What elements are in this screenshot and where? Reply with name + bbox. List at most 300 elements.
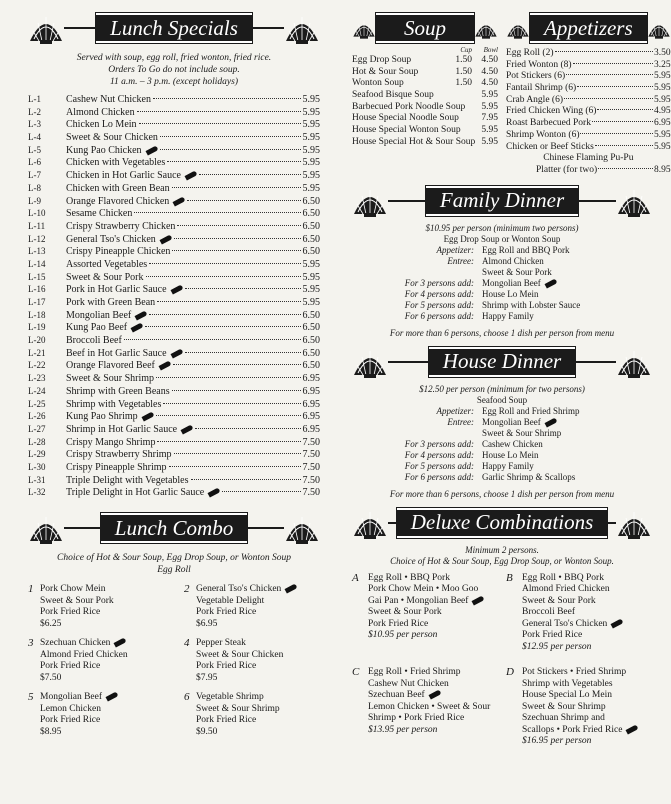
combo-line: Pork Fried Rice	[40, 715, 101, 725]
shell-ornament-icon	[352, 506, 388, 540]
appetizers-banner	[506, 10, 671, 46]
item-name: Crispy Strawberry Shrimp	[66, 449, 172, 461]
combo-line: Lemon Chicken	[40, 703, 101, 714]
dinner-value: Almond Chicken	[482, 255, 544, 266]
item-price: 5.95	[302, 94, 320, 105]
combo-number: 5	[28, 691, 34, 703]
appetizer-name: Pot Stickers (6)	[506, 71, 566, 82]
hot-pepper-icon	[181, 424, 194, 434]
hot-pepper-icon	[472, 595, 485, 605]
deluxe-lines	[522, 667, 638, 748]
item-number: L-18	[28, 309, 46, 320]
item-number: L-31	[28, 474, 46, 485]
soup-item	[352, 137, 498, 149]
appetizer-item	[506, 48, 671, 60]
flaming-platter-line2: Platter (for two) 8.95	[536, 164, 671, 175]
hot-pepper-icon	[184, 171, 197, 181]
appetizer-item	[506, 106, 671, 118]
item-number: L-3	[28, 119, 41, 130]
menu-item	[28, 449, 320, 462]
combo-line: Sweet & Sour Shrimp	[196, 703, 280, 714]
appetizer-price: 3.25	[654, 59, 671, 70]
deluxe-banner	[352, 505, 652, 541]
item-name: Pork in Hot Garlic Sauce	[66, 284, 167, 296]
dinner-row	[352, 417, 652, 428]
menu-item	[28, 107, 320, 120]
deluxe-price: $13.95 per person	[368, 724, 438, 735]
combo-line: Vegetable Delight	[196, 595, 265, 606]
shell-ornament-icon	[616, 506, 652, 540]
deluxe-price: $16.95 per person	[522, 736, 592, 747]
appetizers-list	[506, 48, 671, 153]
deluxe-line: Egg Roll • BBQ Pork	[368, 572, 450, 583]
deluxe-line: Shrimp with Vegetables	[522, 678, 613, 689]
appetizer-name: Chicken or Beef Sticks	[506, 141, 594, 152]
combo-price: $7.50	[40, 672, 62, 683]
lunch-combo-intro: Choice of Hot & Sour Soup, Egg Drop Soup, or Wonton Soup Egg Roll	[57, 553, 291, 575]
item-number: L-32	[28, 487, 46, 498]
deluxe-line: Szechuan Beef	[368, 690, 490, 702]
family-dinner-note: For more than 6 persons, choose 1 dish per person from menu	[389, 327, 615, 338]
combo-lines	[40, 584, 164, 630]
hot-pepper-icon	[544, 278, 557, 288]
item-name: Orange Flavored Beef	[66, 360, 155, 372]
combo-price: $6.25	[40, 618, 62, 629]
menu-item	[28, 157, 320, 170]
item-price: 5.95	[302, 170, 320, 182]
deluxe-letter: D	[506, 666, 514, 679]
dinner-row	[352, 256, 652, 267]
family-dinner-title: Family Dinner	[426, 186, 578, 216]
item-number: L-30	[28, 461, 46, 472]
item-number: L-25	[28, 398, 46, 409]
deluxe-line: Pork Fried Rice	[522, 630, 583, 641]
item-price: 5.95	[302, 144, 320, 156]
item-name: Crispy Strawberry Chicken	[66, 220, 176, 232]
item-name: Kung Pao Beef	[66, 322, 128, 334]
item-number: L-13	[28, 246, 46, 257]
item-name: Kung Pao Shrimp	[66, 411, 138, 423]
appetizer-price: 6.95	[654, 118, 671, 129]
item-name: Pork with Green Bean	[66, 297, 156, 308]
menu-item	[28, 196, 320, 209]
appetizer-name: Fried Chicken Wing (6)	[506, 106, 597, 117]
dinner-value: Sweet & Sour Shrimp	[482, 427, 562, 438]
appetizer-item	[506, 142, 671, 154]
item-name: Chicken with Green Bean	[66, 182, 170, 194]
combo-line: Szechuan Chicken	[40, 638, 164, 650]
item-number: L-11	[28, 220, 46, 231]
combo-number: 6	[184, 691, 190, 703]
dinner-value: Sweet & Sour Pork	[482, 266, 552, 277]
menu-item	[28, 373, 320, 386]
deluxe-line: Sweet & Sour Pork	[522, 595, 596, 606]
shell-ornament-icon	[284, 11, 320, 45]
soup-section	[352, 10, 498, 177]
soup-bowl-price: 5.95	[481, 125, 498, 136]
deluxe-intro2: Choice of Hot & Sour Soup, Egg Drop Soup, or Wonton Soup.	[390, 555, 614, 566]
item-price: 7.50	[302, 474, 320, 486]
menu-item	[28, 399, 320, 412]
item-name: Chicken Lo Mein	[66, 119, 137, 131]
soup-item	[352, 113, 498, 125]
item-price: 6.50	[302, 347, 320, 359]
menu-item	[28, 208, 320, 221]
lunch-specials-banner	[28, 10, 320, 46]
combo-price: $8.95	[40, 726, 62, 737]
dinner-row	[352, 245, 652, 256]
soup-item	[352, 125, 498, 137]
item-price: 5.95	[302, 284, 320, 296]
soup-cup-price: 1.50	[455, 66, 472, 77]
item-number: L-23	[28, 373, 46, 384]
menu-item	[28, 348, 320, 361]
appetizer-name: Fried Wonton (8)	[506, 59, 572, 70]
menu-item	[28, 145, 320, 158]
dinner-label: For 3 persons add:	[404, 438, 474, 449]
item-name: Assorted Vegetables	[66, 258, 148, 270]
house-dinner-banner	[352, 344, 652, 380]
menu-item	[28, 284, 320, 297]
item-name: Triple Delight in Hot Garlic Sauce	[66, 487, 205, 499]
combo-line: Pork Fried Rice	[40, 607, 101, 617]
soup-name: Barbecued Pork Noodle Soup	[352, 101, 466, 112]
item-price: 6.50	[302, 360, 320, 372]
hot-pepper-icon	[170, 348, 183, 358]
item-number: L-4	[28, 132, 41, 143]
deluxe-item	[352, 573, 498, 654]
item-number: L-15	[28, 271, 46, 282]
combo-price: $6.95	[196, 618, 218, 629]
hot-pepper-icon	[114, 638, 127, 648]
appetizer-name: Crab Angle (6)	[506, 94, 563, 105]
dinner-row	[352, 428, 652, 439]
item-name: Chicken in Hot Garlic Sauce	[66, 170, 181, 182]
combo-number: 3	[28, 637, 34, 649]
item-price: 6.50	[302, 208, 320, 220]
hot-pepper-icon	[428, 690, 441, 700]
item-price: 5.95	[302, 119, 320, 131]
item-name: Sweet & Sour Chicken	[66, 132, 158, 144]
soup-name: Wonton Soup	[352, 78, 404, 89]
deluxe-line: General Tso's Chicken	[522, 619, 623, 631]
soup-bowl-price: 5.95	[481, 101, 498, 112]
deluxe-item	[352, 667, 498, 748]
deluxe-line: Broccoli Beef	[522, 607, 576, 618]
dinner-label	[352, 428, 482, 439]
item-price: 5.95	[302, 271, 320, 283]
combo-line: Sweet & Sour Chicken	[196, 649, 284, 660]
shell-ornament-icon	[28, 511, 64, 545]
item-name: Shrimp in Hot Garlic Sauce	[66, 423, 178, 435]
appetizer-item	[506, 71, 671, 83]
soup-item	[352, 102, 498, 114]
deluxe-lines	[368, 573, 484, 654]
lunch-specials-intro: Served with soup, egg roll, fried wonton, fried rice. Orders To Go do not include soup. 11 a.m. – 3 p.m. (except holidays)	[76, 53, 272, 87]
hot-pepper-icon	[173, 196, 186, 206]
shell-ornament-icon	[647, 11, 671, 45]
menu-item	[28, 272, 320, 285]
dinner-value: Mongolian Beef	[482, 417, 652, 428]
soup-bowl-price: 7.95	[481, 113, 498, 124]
menu-item	[28, 424, 320, 437]
combo-number: 1	[28, 583, 34, 595]
item-number: L-28	[28, 436, 46, 447]
deluxe-letter: C	[352, 666, 360, 679]
menu-item	[28, 322, 320, 335]
deluxe-grid	[352, 573, 652, 748]
soup-item	[352, 78, 498, 90]
dinner-value: Happy Family	[482, 460, 534, 471]
combo-lines	[196, 584, 320, 630]
combo-line: Pork Fried Rice	[40, 661, 101, 671]
deluxe-lines	[522, 573, 623, 654]
lunch-specials-title: Lunch Specials	[96, 13, 252, 43]
shell-ornament-icon	[284, 511, 320, 545]
appetizer-item	[506, 118, 671, 130]
appetizer-price: 5.95	[654, 83, 671, 94]
item-price: 5.95	[302, 132, 320, 144]
appetizer-item	[506, 83, 671, 95]
item-price: 7.50	[302, 487, 320, 499]
house-dinner-title: House Dinner	[429, 347, 575, 377]
soup-bowl-price: 4.50	[481, 55, 498, 65]
item-number: L-26	[28, 411, 46, 422]
item-name: Cashew Nut Chicken	[66, 94, 151, 105]
menu-item	[28, 487, 320, 500]
deluxe-line: Pork Chow Mein • Moo Goo	[368, 584, 479, 595]
item-price: 6.50	[302, 220, 320, 232]
shell-ornament-icon	[616, 345, 652, 379]
lunch-specials-list	[28, 94, 320, 500]
dinner-row	[352, 278, 652, 289]
deluxe-line: Pork Fried Rice	[368, 618, 429, 629]
dinner-label: For 6 persons add:	[404, 310, 474, 321]
combo-item	[28, 584, 164, 630]
combo-line: Mongolian Beef	[40, 692, 164, 704]
menu-item	[28, 234, 320, 247]
combo-line: Pork Fried Rice	[196, 661, 257, 671]
item-name: Kung Pao Chicken	[66, 144, 142, 156]
item-number: L-6	[28, 157, 41, 168]
item-number: L-5	[28, 144, 41, 155]
item-price: 7.50	[302, 461, 320, 473]
item-name: Chicken with Vegetables	[66, 157, 166, 169]
combo-line: Almond Fried Chicken	[40, 649, 128, 660]
item-price: 7.50	[302, 436, 320, 448]
hot-pepper-icon	[544, 417, 557, 427]
combo-item	[28, 692, 164, 738]
hot-pepper-icon	[626, 724, 639, 734]
flaming-platter-line1: Chinese Flaming Pu-Pu	[543, 153, 634, 164]
item-name: Sweet & Sour Shrimp	[66, 373, 155, 385]
item-price: 6.95	[302, 398, 320, 410]
deluxe-line: Egg Roll • Fried Shrimp	[368, 667, 461, 678]
soup-bowl-price: 5.95	[481, 136, 498, 147]
item-price: 5.95	[302, 182, 320, 194]
family-dinner-price: $10.95 per person (minimum two persons)	[425, 222, 579, 233]
item-name: Broccoli Beef	[66, 335, 122, 347]
deluxe-line: Szechuan Shrimp and	[522, 713, 605, 724]
deluxe-item	[506, 667, 652, 748]
menu-item	[28, 221, 320, 234]
item-price: 6.95	[302, 423, 320, 435]
deluxe-line: House Special Lo Mein	[522, 690, 612, 701]
item-number: L-16	[28, 284, 46, 295]
item-price: 5.95	[302, 157, 320, 169]
shell-ornament-icon	[474, 11, 498, 45]
shell-ornament-icon	[352, 184, 388, 218]
appetizer-item	[506, 95, 671, 107]
soup-name: Egg Drop Soup	[352, 55, 412, 65]
item-price: 5.95	[302, 258, 320, 270]
deluxe-intro1: Minimum 2 persons.	[465, 544, 539, 555]
deluxe-line: Lemon Chicken • Sweet & Sour	[368, 701, 491, 712]
soup-name: Hot & Sour Soup	[352, 66, 419, 77]
hot-pepper-icon	[159, 234, 172, 244]
deluxe-line: Almond Fried Chicken	[522, 584, 610, 595]
combo-line: Pork Fried Rice	[196, 715, 257, 725]
soup-bowl-price: 4.50	[481, 66, 498, 77]
house-dinner-price: $12.50 per person (minimum for two persons)	[419, 383, 585, 394]
deluxe-line: Gai Pan • Mongolian Beef	[368, 596, 484, 608]
deluxe-line: Shrimp • Pork Fried Rice	[368, 713, 465, 724]
dinner-label: For 5 persons add:	[404, 299, 474, 310]
deluxe-line: Egg Roll • BBQ Pork	[522, 572, 604, 583]
appetizer-price: 5.95	[654, 71, 671, 82]
appetizer-name: Shrimp Wonton (6)	[506, 129, 580, 140]
item-price: 5.95	[302, 106, 320, 118]
dinner-label: For 5 persons add:	[404, 460, 474, 471]
combo-item	[28, 638, 164, 684]
combo-number: 2	[184, 583, 190, 595]
dinner-label: Appetizer:	[436, 244, 474, 255]
item-price: 6.50	[302, 322, 320, 334]
item-name: Sweet & Sour Pork	[66, 271, 144, 283]
item-name: Crispy Mango Shrimp	[66, 436, 156, 448]
appetizer-price: 5.95	[654, 94, 671, 105]
lunch-combo-banner	[28, 510, 320, 546]
dinner-row	[352, 461, 652, 472]
soup-name: House Special Hot & Sour Soup	[352, 136, 476, 147]
item-number: L-1	[28, 94, 41, 104]
family-dinner-banner	[352, 183, 652, 219]
hot-pepper-icon	[131, 323, 144, 333]
dinner-label: Appetizer:	[436, 405, 474, 416]
house-dinner-soup: Seafood Soup	[476, 394, 528, 405]
dinner-value: Egg Roll and BBQ Pork	[482, 244, 570, 255]
combo-line: Vegetable Shrimp	[196, 692, 264, 702]
shell-ornament-icon	[352, 345, 388, 379]
soup-cup-price: 1.50	[455, 78, 472, 89]
house-dinner-rows	[352, 406, 652, 483]
deluxe-lines	[368, 667, 490, 748]
dinner-value: Mongolian Beef	[482, 278, 652, 289]
deluxe-item	[506, 573, 652, 654]
item-price: 5.95	[302, 297, 320, 308]
item-number: L-24	[28, 385, 46, 396]
dinner-row	[352, 472, 652, 483]
dinner-value: Egg Roll and Fried Shrimp	[482, 405, 580, 416]
item-number: L-14	[28, 258, 46, 269]
hot-pepper-icon	[208, 488, 221, 498]
hot-pepper-icon	[145, 145, 158, 155]
appetizers-title: Appetizers	[530, 13, 647, 43]
menu-item	[28, 360, 320, 373]
deluxe-letter: B	[506, 571, 513, 584]
item-name: General Tso's Chicken	[66, 233, 156, 245]
shell-ornament-icon	[28, 11, 64, 45]
soup-bowl-price: 5.95	[481, 90, 498, 101]
item-name: Sesame Chicken	[66, 208, 133, 220]
combo-item	[184, 638, 320, 684]
menu-item	[28, 335, 320, 348]
right-column	[352, 10, 671, 748]
item-number: L-17	[28, 297, 46, 307]
soup-bowl-price: 4.50	[481, 78, 498, 89]
combo-lines	[40, 638, 164, 684]
deluxe-price: $12.95 per person	[522, 641, 592, 652]
hot-pepper-icon	[135, 310, 148, 320]
combo-line: Pepper Steak	[196, 638, 246, 648]
item-price: 6.50	[302, 195, 320, 207]
item-number: L-19	[28, 322, 46, 333]
dinner-label: For 6 persons add:	[404, 471, 474, 482]
dinner-row	[352, 267, 652, 278]
dinner-row	[352, 300, 652, 311]
item-price: 6.95	[302, 411, 320, 423]
appetizer-price: 3.50	[654, 48, 671, 58]
combo-number: 4	[184, 637, 190, 649]
shell-ornament-icon	[616, 184, 652, 218]
item-number: L-21	[28, 347, 46, 358]
item-number: L-27	[28, 423, 46, 434]
item-name: Crispy Pineapple Chicken	[66, 246, 171, 258]
soup-list	[352, 55, 498, 149]
dinner-label: For 4 persons add:	[404, 288, 474, 299]
menu-item	[28, 437, 320, 450]
item-name: Crispy Pineapple Shrimp	[66, 461, 167, 473]
hot-pepper-icon	[158, 361, 171, 371]
appetizer-name: Fantail Shrimp (6)	[506, 83, 577, 94]
menu-item	[28, 132, 320, 145]
combo-line: Pork Fried Rice	[196, 607, 257, 617]
item-price: 6.95	[302, 385, 320, 397]
soup-item	[352, 90, 498, 102]
item-name: Shrimp with Vegetables	[66, 398, 162, 410]
appetizers-section	[506, 10, 671, 177]
dinner-value: House Lo Mein	[482, 449, 539, 460]
dinner-value: Cashew Chicken	[482, 438, 543, 449]
deluxe-line: Scallops • Pork Fried Rice	[522, 725, 638, 737]
item-name: Mongolian Beef	[66, 309, 132, 321]
lunch-combo-title: Lunch Combo	[101, 513, 247, 543]
item-name: Almond Chicken	[66, 106, 135, 118]
hot-pepper-icon	[106, 692, 119, 702]
soup-cup-price: 1.50	[455, 55, 472, 65]
shell-ornament-icon	[506, 11, 530, 45]
soup-name: Seafood Bisque Soup	[352, 90, 434, 101]
combo-lines	[196, 638, 320, 684]
hot-pepper-icon	[141, 412, 154, 422]
dinner-label	[352, 267, 482, 278]
dinner-label: Entree:	[447, 416, 474, 427]
dinner-row	[352, 439, 652, 450]
deluxe-line: Pot Stickers • Fried Shrimp	[522, 667, 627, 678]
combo-price: $7.95	[196, 672, 218, 683]
family-dinner-soup: Egg Drop Soup or Wonton Soup	[443, 233, 561, 244]
dinner-value: Garlic Shrimp & Scallops	[482, 471, 576, 482]
